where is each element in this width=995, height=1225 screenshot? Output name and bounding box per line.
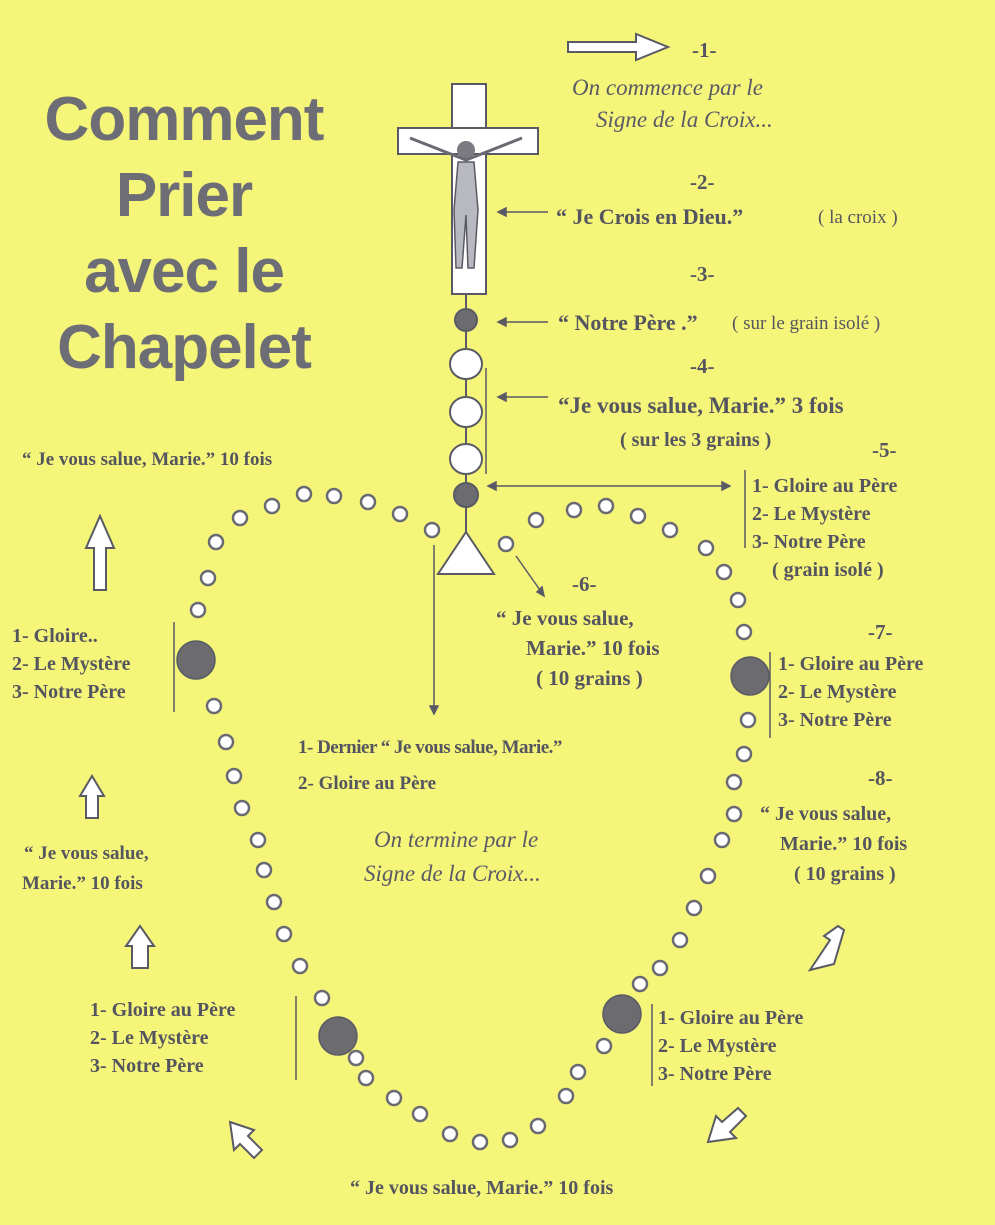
bead-ave bbox=[349, 1051, 363, 1065]
bead-ave bbox=[715, 833, 729, 847]
bead-ave bbox=[393, 507, 407, 521]
step-7-list bbox=[778, 654, 923, 738]
bead-ave bbox=[673, 933, 687, 947]
step-5-item: 1- Gloire au Père bbox=[752, 475, 898, 497]
bead-ave-2 bbox=[450, 397, 482, 427]
step-5-list bbox=[752, 476, 897, 588]
bead-ave bbox=[503, 1133, 517, 1147]
bead-ave bbox=[413, 1107, 427, 1121]
bead-ave bbox=[567, 503, 581, 517]
bead-ave bbox=[267, 895, 281, 909]
bead-ave bbox=[257, 863, 271, 877]
bottom-right-item: 2- Le Mystère bbox=[658, 1035, 777, 1057]
bead-ave bbox=[387, 1091, 401, 1105]
step-5-item: ( grain isolé ) bbox=[772, 559, 884, 581]
arrow-up-icon bbox=[86, 516, 114, 590]
bead-ave bbox=[425, 523, 439, 537]
bead-ave bbox=[277, 927, 291, 941]
bead-ave bbox=[727, 807, 741, 821]
step-7-item: 2- Le Mystère bbox=[778, 681, 897, 703]
step-7-item: 3- Notre Père bbox=[778, 709, 892, 731]
step-4-text: “Je vous salue, Marie.” 3 fois bbox=[558, 393, 844, 418]
bead-ave bbox=[727, 775, 741, 789]
left-top-label: “ Je vous salue, Marie.” 10 fois bbox=[22, 449, 273, 470]
bead-gloria bbox=[731, 657, 769, 695]
centerpiece-triangle-icon bbox=[438, 532, 494, 574]
arrow-down-left-icon bbox=[708, 1108, 746, 1142]
bead-gloria bbox=[177, 641, 215, 679]
bead-ave bbox=[701, 869, 715, 883]
bottom-left-item: 3- Notre Père bbox=[90, 1055, 204, 1077]
step-1-number: -1- bbox=[692, 38, 717, 62]
bead-ave bbox=[473, 1135, 487, 1149]
end-text-line-1: On termine par le bbox=[374, 827, 539, 852]
bead-ave bbox=[201, 571, 215, 585]
bottom-left-item: 1- Gloire au Père bbox=[90, 999, 236, 1021]
bead-ave bbox=[359, 1071, 373, 1085]
bead-ave bbox=[741, 713, 755, 727]
end-step-2: 2- Gloire au Père bbox=[298, 773, 437, 794]
end-step-1: 1- Dernier “ Je vous salue, Marie.” bbox=[298, 737, 562, 758]
step-3-number: -3- bbox=[690, 262, 715, 286]
bottom-left-item: 2- Le Mystère bbox=[90, 1027, 209, 1049]
bead-ave bbox=[597, 1039, 611, 1053]
arrow-up-icon bbox=[80, 776, 104, 818]
bead-ave bbox=[653, 961, 667, 975]
bottom-left-list bbox=[90, 1000, 235, 1084]
bottom-right-item: 1- Gloire au Père bbox=[658, 1007, 804, 1029]
step-8-number: -8- bbox=[868, 766, 893, 790]
step-6-line-3: ( 10 grains ) bbox=[536, 666, 643, 690]
step-4-number: -4- bbox=[690, 354, 715, 378]
bead-ave bbox=[233, 511, 247, 525]
bead-ave bbox=[687, 901, 701, 915]
step-3-text: “ Notre Père .” bbox=[558, 310, 698, 335]
step-8-line-3: ( 10 grains ) bbox=[794, 863, 896, 885]
bead-ave bbox=[327, 489, 341, 503]
bead-ave bbox=[737, 747, 751, 761]
step-1-line-1: On commence par le bbox=[572, 75, 763, 100]
left-group-item: 1- Gloire.. bbox=[12, 625, 98, 647]
bead-ave bbox=[731, 593, 745, 607]
left-mid-label-2: Marie.” 10 fois bbox=[22, 873, 143, 894]
bead-notre-pere bbox=[455, 309, 477, 331]
step-7-item: 1- Gloire au Père bbox=[778, 653, 924, 675]
bead-ave-1 bbox=[450, 349, 482, 379]
step-6-line-1: “ Je vous salue, bbox=[496, 606, 634, 630]
bead-ave bbox=[315, 991, 329, 1005]
left-group-item: 2- Le Mystère bbox=[12, 653, 131, 675]
bead-ave bbox=[227, 769, 241, 783]
step-2-number: -2- bbox=[690, 170, 715, 194]
bottom-right-list bbox=[658, 1008, 803, 1092]
step-5-item: 3- Notre Père bbox=[752, 531, 866, 553]
bottom-right-item: 3- Notre Père bbox=[658, 1063, 772, 1085]
arrow-up-icon bbox=[230, 1122, 262, 1158]
bead-ave bbox=[699, 541, 713, 555]
bead-ave bbox=[209, 535, 223, 549]
bead-ave bbox=[265, 499, 279, 513]
bead-ave bbox=[663, 523, 677, 537]
bead-ave bbox=[571, 1065, 585, 1079]
step-5-item: 2- Le Mystère bbox=[752, 503, 871, 525]
page-title: Comment Prier avec le Chapelet bbox=[44, 85, 324, 382]
step-4-note: ( sur les 3 grains ) bbox=[620, 429, 772, 451]
bead-ave bbox=[235, 801, 249, 815]
step-5-number: -5- bbox=[872, 438, 897, 462]
step-2-note: ( la croix ) bbox=[818, 207, 898, 228]
step-6-number: -6- bbox=[572, 572, 597, 596]
bead-ave bbox=[529, 513, 543, 527]
step-8-line-1: “ Je vous salue, bbox=[760, 803, 892, 825]
bead-ave bbox=[599, 499, 613, 513]
bead-ave bbox=[531, 1119, 545, 1133]
bead-ave bbox=[293, 959, 307, 973]
end-text-line-2: Signe de la Croix... bbox=[364, 861, 541, 886]
bead-ave bbox=[251, 833, 265, 847]
bead-ave bbox=[443, 1127, 457, 1141]
arrow-down-icon bbox=[810, 926, 844, 970]
bead-ave bbox=[361, 495, 375, 509]
bead-gloria bbox=[454, 483, 478, 507]
bead-ave bbox=[207, 699, 221, 713]
arrow-up-icon bbox=[126, 926, 154, 968]
crucifix-icon bbox=[398, 84, 538, 294]
bead-ave bbox=[191, 603, 205, 617]
bead-ave bbox=[559, 1089, 573, 1103]
bottom-label: “ Je vous salue, Marie.” 10 fois bbox=[350, 1177, 614, 1199]
step-2-text: “ Je Crois en Dieu.” bbox=[556, 204, 744, 229]
bead-ave bbox=[499, 537, 513, 551]
bead-ave bbox=[737, 625, 751, 639]
left-group-item: 3- Notre Père bbox=[12, 681, 126, 703]
bead-gloria bbox=[319, 1017, 357, 1055]
step-7-number: -7- bbox=[868, 620, 893, 644]
bead-ave bbox=[297, 487, 311, 501]
left-mid-label-1: “ Je vous salue, bbox=[24, 843, 149, 864]
bead-ave bbox=[633, 977, 647, 991]
step-6-line-2: Marie.” 10 fois bbox=[526, 636, 660, 660]
left-group-list bbox=[12, 626, 130, 710]
step-3-note: ( sur le grain isolé ) bbox=[732, 313, 881, 334]
step-8-line-2: Marie.” 10 fois bbox=[780, 833, 908, 855]
bead-ave-3 bbox=[450, 444, 482, 474]
bead-gloria bbox=[603, 995, 641, 1033]
step-1-line-2: Signe de la Croix... bbox=[596, 107, 773, 132]
bead-ave bbox=[631, 509, 645, 523]
start-arrow-icon bbox=[568, 34, 668, 60]
bead-ave bbox=[717, 565, 731, 579]
bead-ave bbox=[219, 735, 233, 749]
